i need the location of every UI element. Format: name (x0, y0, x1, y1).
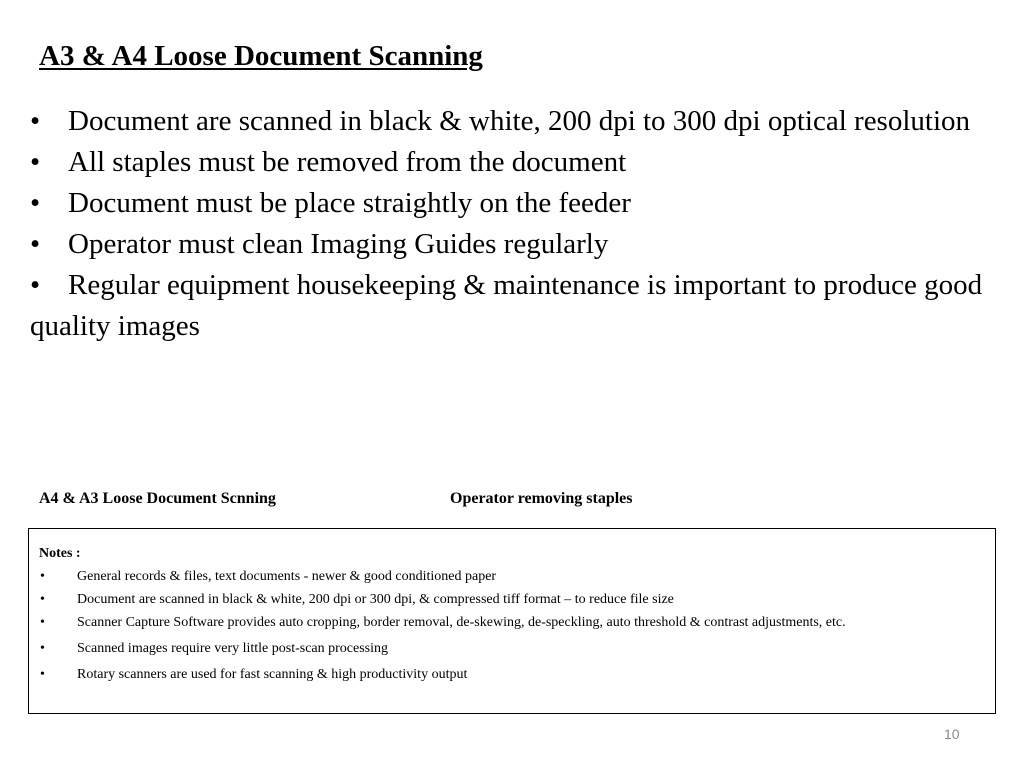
caption-left: A4 & A3 Loose Document Scnning (39, 490, 276, 507)
notes-item (39, 613, 987, 633)
notes-list (39, 567, 987, 685)
bullet-text: Document must be place straightly on the feeder (68, 187, 631, 219)
notes-heading: Notes : (39, 546, 81, 561)
bullet-text: Operator must clean Imaging Guides regularly (68, 228, 609, 260)
notes-bullet: • (40, 667, 45, 682)
notes-item (39, 567, 987, 587)
notes-text: Rotary scanners are used for fast scanning & high productivity output (77, 667, 468, 682)
bullet-dot: • (30, 187, 41, 219)
bullet-dot: • (30, 146, 41, 178)
notes-text: Scanner Capture Software provides auto cropping, border removal, de-skewing, de-speckling, auto threshold & contrast adjustments, etc. (77, 615, 846, 630)
notes-item (39, 590, 987, 610)
notes-box (28, 528, 996, 714)
notes-bullet: • (40, 615, 45, 630)
bullet-item (30, 183, 1010, 224)
notes-text: Scanned images require very little post-scan processing (77, 641, 389, 656)
bullet-text: All staples must be removed from the document (68, 146, 627, 178)
notes-item (39, 639, 987, 659)
page-number: 10 (944, 726, 960, 742)
notes-text: General records & files, text documents - newer & good conditioned paper (77, 569, 497, 584)
bullet-text: Regular equipment housekeeping & maintenance is important to produce good quality images (30, 269, 983, 342)
bullet-list (30, 101, 1010, 347)
notes-bullet: • (40, 592, 45, 607)
image-captions (39, 488, 739, 510)
bullet-text: Document are scanned in black & white, 200 dpi to 300 dpi optical resolution (68, 105, 971, 137)
bullet-item (30, 265, 1010, 347)
notes-bullet: • (40, 569, 45, 584)
notes-bullet: • (40, 641, 45, 656)
caption-right: Operator removing staples (450, 490, 633, 507)
slide-title: A3 & A4 Loose Document Scanning (39, 40, 483, 72)
bullet-dot: • (30, 105, 41, 137)
bullet-item (30, 142, 1010, 183)
notes-item (39, 665, 987, 685)
bullet-dot: • (30, 269, 41, 301)
notes-text: Document are scanned in black & white, 200 dpi or 300 dpi, & compressed tiff format – to reduce file size (77, 592, 674, 607)
bullet-item (30, 101, 1010, 142)
bullet-item (30, 224, 1010, 265)
bullet-dot: • (30, 228, 41, 260)
